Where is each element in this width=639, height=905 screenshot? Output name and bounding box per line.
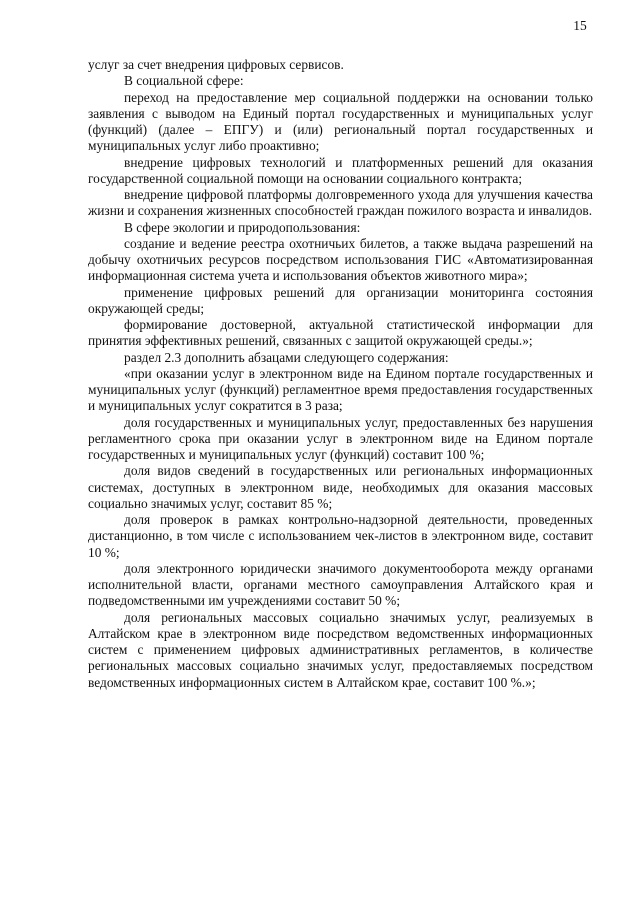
list-item: доля региональных массовых социально значимых услуг, реализуемых в Алтайском крае в электронном виде посредством ведомственных информационных систем с применением цифровых административных регламентов, в количестве региональных массовых социально значимых услуг, предоставляемых посредством ведомственных информационных систем в Алтайском крае, составит 100 %.»; xyxy=(88,609,593,690)
list-item: внедрение цифровой платформы долговременного ухода для улучшения качества жизни и сохранения жизненных способностей граждан пожилого возраста и инвалидов. xyxy=(88,187,593,219)
list-item: доля электронного юридически значимого документооборота между органами исполнительной власти, органами местного самоуправления Алтайского края и подведомственными им учреждениями составит 50 %; xyxy=(88,560,593,609)
section-heading-ecology: В сфере экологии и природопользования: xyxy=(124,219,361,235)
list-item: создание и ведение реестра охотничьих билетов, а также выдача разрешений на добычу охотничьих ресурсов посредством использования ГИС «Автоматизированная информационная система учета и использования объектов животного мира»; xyxy=(88,235,593,284)
list-item: доля видов сведений в государственных или региональных информационных системах, доступных в электронном виде, необходимых для оказания массовых социально значимых услуг, составит 85 %; xyxy=(88,463,593,511)
paragraph-continuation: услуг за счет внедрения цифровых сервисов. xyxy=(88,57,344,72)
list-item: «при оказании услуг в электронном виде на Едином портале государственных и муниципальных услуг (функций) регламентное время предоставления государственных и муниципальных услуг сократится в 3 раза; xyxy=(88,365,593,414)
list-item: переход на предоставление мер социальной поддержки на основании только заявления с выводом на Единый портал государственных и муниципальных услуг (функций) (далее – ЕПГУ) и (или) региональный портал государственных и муниципальных услуг либо проактивно; xyxy=(88,89,593,154)
list-item: доля проверок в рамках контрольно-надзорной деятельности, проведенных дистанционно, в том числе с использованием чек-листов в электронном виде, составит 10 %; xyxy=(88,512,593,560)
section-amendment-intro: раздел 2.3 дополнить абзацами следующего содержания: xyxy=(124,349,449,365)
list-item: внедрение цифровых технологий и платформенных решений для оказания государственной социальной помощи на основании социального контракта; xyxy=(88,154,593,186)
section-heading-social: В социальной сфере: xyxy=(124,73,244,89)
list-item: доля государственных и муниципальных услуг, предоставленных без нарушения регламентного срока при оказании услуг в электронном виде на Едином портале государственных и муниципальных услуг (функций) составит 100 %; xyxy=(88,414,593,462)
list-item: формирование достоверной, актуальной статистической информации для принятия эффективных решений, связанных с защитой окружающей среды.»; xyxy=(88,317,593,349)
page-number: 15 xyxy=(573,18,587,33)
document-body xyxy=(88,57,593,691)
list-item: применение цифровых решений для организации мониторинга состояния окружающей среды; xyxy=(88,284,593,316)
